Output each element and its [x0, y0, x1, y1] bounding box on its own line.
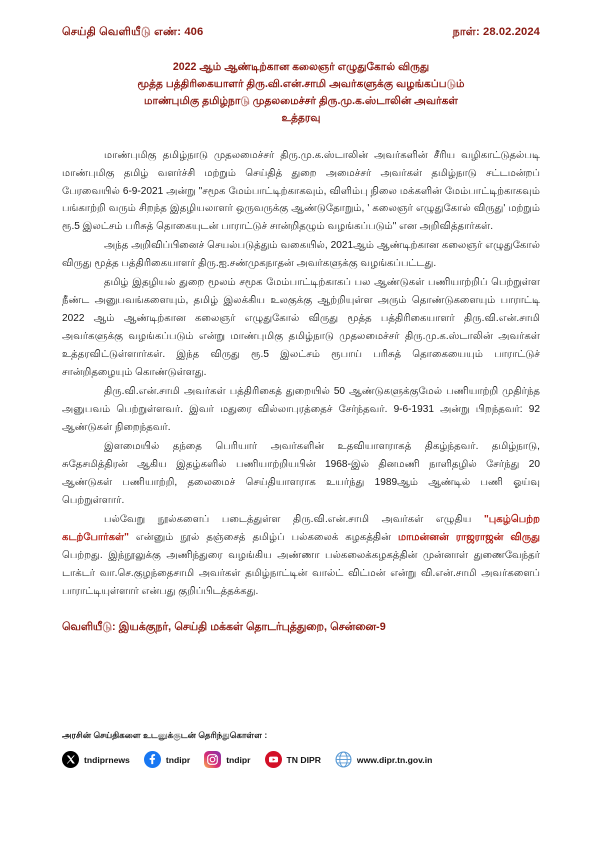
body-paragraph: மாண்புமிகு தமிழ்நாடு முதலமைச்சர் திரு.மு.க.ஸ்டாலின் அவர்களின் சீரிய வழிகாட்டுதல்படி மாண்புமிகு தமிழ் வளர்ச்சி மற்றும் செய்தித் துறை அமைச்சர் அவர்கள் தமிழ்நாடு சட்டமன்றப் பேரவையில் 6-9-2021 அன்று "சமூக மேம்பாட்டிற்காகவும், விளிம்பு நிலை மக்களின் மேம்பாட்டிற்காகவும் பங்காற்றி வரும் சிறந்த இதழியலாளர் ஒருவருக்கு ஆண்டுதோறும், ' கலைஞர் எழுதுகோல் விருது' மற்றும் ரூ.5 இலட்சம் பரிசுத் தொகையுடன் பாராட்டுச் சான்றிதழும் வழங்கப்படும்" என அறிவித்தார்கள்.	[62, 149, 540, 233]
final-part-2: என்னும் நூல் தஞ்சைத் தமிழ்ப் பல்கலைக் கழகத்தின்	[128, 531, 398, 543]
body-paragraph: திரு.வி.என்.சாமி அவர்கள் பத்திரிகைத் துறையில் 50 ஆண்டுகளுக்குமேல் பணியாற்றி முதிர்ந்த அனுபவம் பெற்றுள்ளவர். இவர் மதுரை வில்லாபுரத்தைச் சேர்ந்தவர். 9-6-1931 அன்று பிறந்தவர்: 92 ஆண்டுகள் நிறைந்தவர்.	[62, 386, 540, 433]
body-paragraph: இளமையில் தந்தை பெரியார் அவர்களின் உதவியாளராகத் திகழ்ந்தவர். தமிழ்நாடு, சுதேசமித்திரன் ஆகிய இதழ்களில் பணியாற்றியபின் 1968-இல் தினமணி நாளிதழில் சேர்ந்து 20 ஆண்டுகள் பணியாற்றி, தலைமைச் செய்தியாளராக உயர்ந்து 1989ஆம் ஆண்டில் பணி ஓய்வு பெற்றுள்ளார்.	[62, 440, 540, 506]
body-paragraph-final	[62, 511, 540, 601]
globe-website-icon	[335, 751, 352, 768]
social-links-row	[62, 751, 540, 768]
title-line-3: மாண்புமிகு தமிழ்நாடு முதலமைச்சர் திரு.மு.க.ஸ்டாலின் அவர்கள்	[144, 95, 458, 108]
social-link-website[interactable]	[335, 751, 432, 768]
body-paragraph: அந்த அறிவிப்பினைச் செயல்படுத்தும் வகையில், 2021ஆம் ஆண்டிற்கான கலைஞர் எழுதுகோல் விருது மூத்த பத்திரிகையாளர் திரு.ஐ.சண்முகநாதன் அவர்களுக்கு வழங்கப்பட்டது.	[62, 240, 540, 270]
social-handle-website: www.dipr.tn.gov.in	[356, 754, 433, 765]
social-handle-facebook: tndipr	[165, 754, 191, 765]
final-part-1: பல்வேறு நூல்களைப் படைத்துள்ள திரு.வி.என்.சாமி அவர்கள் எழுதிய	[104, 513, 485, 525]
social-footer-title: அரசின் செய்திகளை உடனுக்குடன் தெரிந்துகொள்ள :	[62, 730, 268, 740]
instagram-icon	[204, 751, 221, 768]
title-line-4: உத்தரவு	[281, 112, 321, 125]
social-handle-x: tndiprnews	[84, 754, 130, 765]
social-link-x[interactable]	[62, 751, 130, 768]
social-link-facebook[interactable]	[144, 751, 190, 768]
title-line-1: 2022 ஆம் ஆண்டிற்கான கலைஞர் எழுதுகோல் விருது	[172, 61, 430, 73]
document-header	[62, 26, 540, 40]
social-handle-instagram: tndipr	[226, 754, 251, 765]
title-line-2: மூத்த பத்திரிகையாளர் திரு.வி.என்.சாமி அவர்களுக்கு வழங்கப்படும்	[137, 78, 465, 91]
social-link-instagram[interactable]	[204, 751, 250, 768]
youtube-icon	[265, 751, 282, 768]
award-name: மாமன்னன் ராஜராஜன் விருது	[397, 531, 541, 543]
release-number: செய்தி வெளியீடு எண்: 406	[62, 26, 204, 38]
social-link-youtube[interactable]	[265, 751, 321, 768]
release-date: நாள்: 28.02.2024	[452, 26, 540, 38]
social-handle-youtube: TN DIPR	[286, 754, 321, 765]
issued-by-line: வெளியீடு: இயக்குநர், செய்தி மக்கள் தொடர்புத்துறை, சென்னை-9	[62, 621, 386, 634]
body-paragraph: தமிழ் இதழியல் துறை மூலம் சமூக மேம்பாட்டிற்காகப் பல ஆண்டுகள் பணியாற்றிப் பெற்றுள்ள நீண்ட அனுபவங்களையும், தமிழ் இலக்கிய உலகுக்கு ஆற்றியுள்ள அரும் தொண்டுகளையும் பாராட்டி 2022 ஆம் ஆண்டிற்கான கலைஞர் எழுதுகோல் விருது மூத்த பத்திரிகையாளர் திரு.வி.என்.சாமி அவர்களுக்கு வழங்கப்படும் என்று மாண்புமிகு தமிழ்நாடு முதலமைச்சர் திரு.மு.க.ஸ்டாலின் அவர்கள் உத்தரவிட்டுள்ளார்கள். இந்த விருது ரூ.5 இலட்சம் ரூபாய் பரிசுத் தொகையையும் பாராட்டுச் சான்றிதழையும் கொண்டுள்ளது.	[62, 277, 540, 379]
x-twitter-icon	[62, 751, 79, 768]
document-body	[62, 147, 540, 601]
social-footer	[62, 730, 540, 768]
award-book-title: "புகழ்பெற்ற கடற்போர்கள்"	[62, 513, 540, 543]
final-part-3: பெற்றது. இந்நூலுக்கு அணிந்துரை வழங்கிய அண்ணா பல்கலைக்கழகத்தின் முன்னாள் துணைவேந்தர் டாக்டர் வா.செ.குழந்தைசாமி அவர்கள் தமிழ்நாட்டின் வால்ட் விட்மன் என்று வி.என்.சாமி அவர்களைப் பாராட்டியுள்ளார் என்பது குறிப்பிடத்தக்கது.	[62, 549, 540, 597]
facebook-icon	[144, 751, 161, 768]
document-content	[62, 26, 540, 635]
page-title	[62, 59, 540, 128]
